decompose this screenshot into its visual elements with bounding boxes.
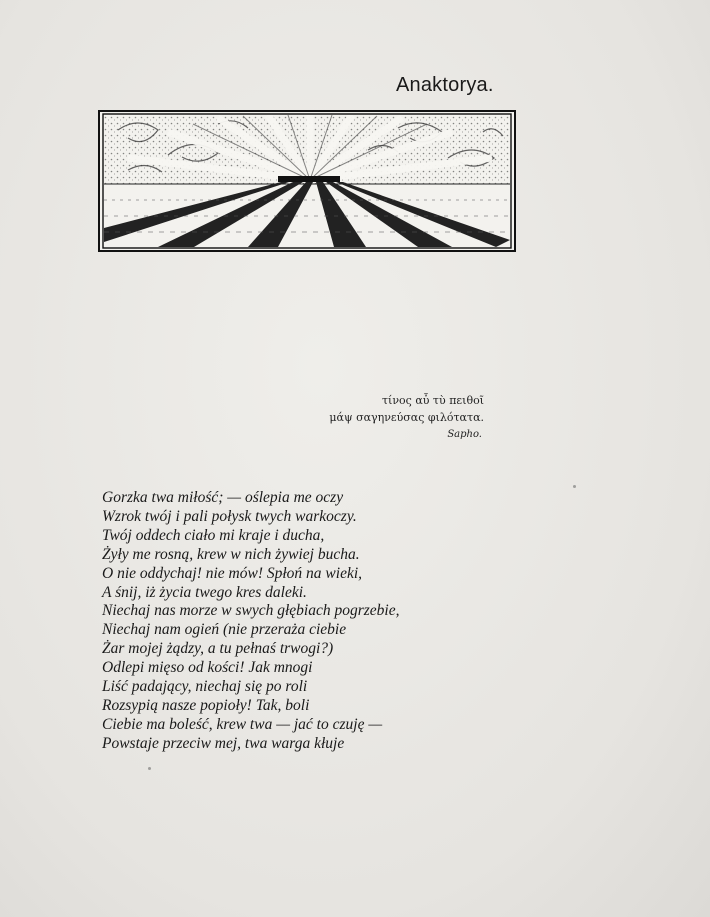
epigraph	[329, 392, 484, 443]
poem-line: Powstaje przeciw mej, twa warga kłuje	[102, 734, 345, 752]
poem-line: Liść padający, niechaj się po roli	[102, 678, 308, 696]
page-title: Anaktorya.	[396, 74, 494, 96]
epigraph-author: Sapho.	[447, 429, 482, 440]
poem-line: Rozsypią nasze popioły! Tak, boli	[102, 696, 310, 714]
paper-speck	[148, 767, 151, 770]
poem-line: O nie oddychaj! nie mów! Spłoń na wieki,	[102, 564, 363, 582]
poem-line: Żyły me rosną, krew w nich żywiej bucha.	[102, 545, 360, 563]
poem-line: Żar mojej żądzy, a tu pełnaś trwogi?)	[102, 640, 334, 658]
epigraph-line: μάψ σαγηνεύσας φιλότατα.	[329, 411, 484, 424]
paper-speck	[573, 485, 576, 488]
poem-line: Twój oddech ciało mi kraje i ducha,	[102, 526, 325, 544]
poem-line: Odlepi mięso od kości! Jak mnogi	[102, 659, 313, 677]
poem-line: Gorzka twa miłość; — oślepia me oczy	[102, 489, 344, 506]
poem-line: Wzrok twój i pali połysk twych warkoczy.	[102, 507, 357, 525]
sunrise-vignette	[98, 110, 516, 252]
poem	[102, 489, 399, 754]
poem-line: A śnij, iż życia twego kres daleki.	[102, 583, 307, 601]
poem-line: Ciebie ma boleść, krew twa — jać to czuję —	[102, 715, 383, 733]
epigraph-line: τίνος αὖ τὺ πειθοῖ	[381, 394, 484, 407]
poem-line: Niechaj nam ogień (nie przeraża ciebie	[102, 621, 347, 639]
poem-line: Niechaj nas morze w swych głębiach pogrzebie,	[102, 602, 400, 620]
